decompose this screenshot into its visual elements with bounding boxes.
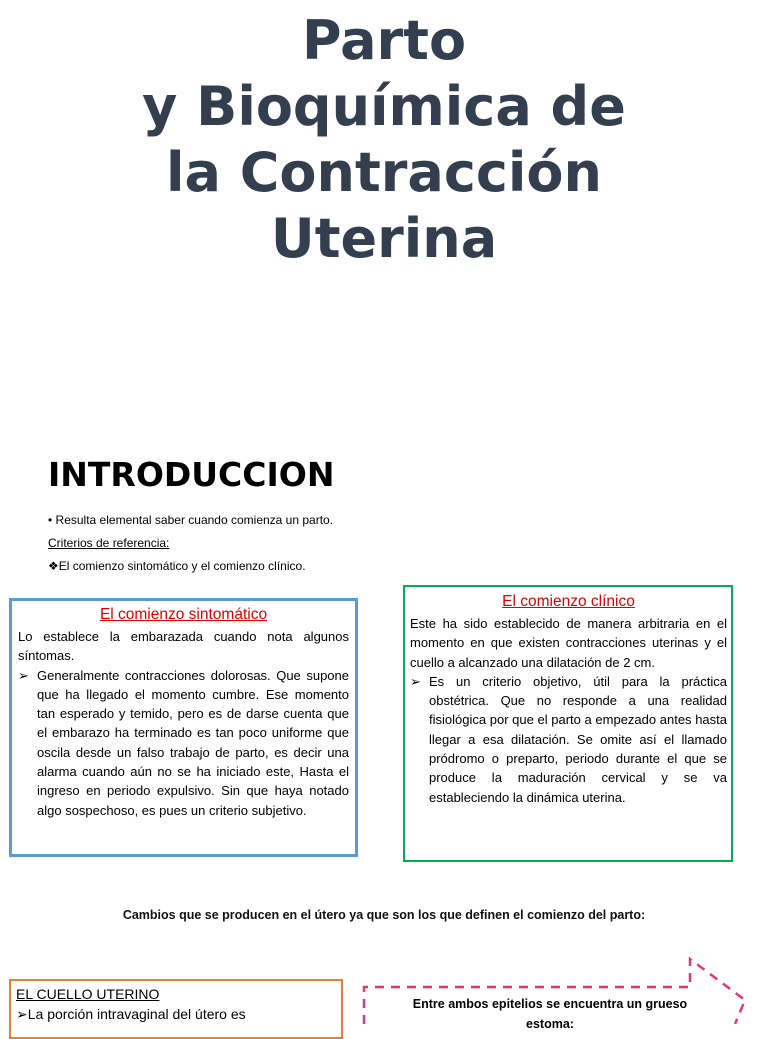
epithelia-line-1: Entre ambos epitelios se encuentra un grueso [412, 997, 688, 1011]
cervix-box [9, 979, 343, 1039]
intro-heading: INTRODUCCION [48, 455, 335, 494]
title-line-4: Uterina [270, 207, 498, 270]
cervix-line: ➢La porción intravaginal del útero es [16, 1006, 246, 1022]
criteria-label: Criterios de referencia: [48, 536, 170, 550]
title-line-1: Parto [301, 9, 467, 72]
epithelia-text [385, 994, 715, 1034]
epithelia-line-2: estoma: [526, 1017, 574, 1031]
arrow-bullet-icon: ➢ [410, 673, 421, 689]
arrow-bullet-icon: ➢ [18, 667, 29, 683]
page-title [0, 8, 768, 272]
title-line-3: la Contracción [166, 141, 602, 204]
title-line-2: y Bioquímica de [142, 75, 626, 138]
symptomatic-title: El comienzo sintomático [99, 606, 268, 623]
symptomatic-bullet [18, 666, 349, 820]
clinical-bullet [410, 672, 727, 807]
clinical-paragraph: Este ha sido establecido de manera arbitraria en el momento en que existen contracciones uterinas y el cuello a alcanzado una dilatación de 2 cm. [410, 616, 727, 670]
cervix-heading: EL CUELLO UTERINO [16, 986, 160, 1002]
clinical-title: El comienzo clínico [502, 593, 635, 610]
symptomatic-paragraph: Lo establece la embarazada cuando nota algunos síntomas. [18, 629, 349, 664]
criteria-item: ❖El comienzo sintomático y el comienzo clínico. [48, 559, 306, 573]
symptomatic-box [9, 598, 358, 857]
intro-bullet: • Resulta elemental saber cuando comienza un parto. [48, 513, 334, 527]
clinical-bullet-text: Es un criterio objetivo, útil para la práctica obstétrica. Que no responde a una realidad fisiológica por que el parto a empezado antes hasta llegar a esa dilatación. Se omite así el llamado pródromo o preparto, periodo durante el que se produce la maduración cervical y se va estableciendo la dinámica uterina. [429, 673, 727, 805]
clinical-box [403, 585, 733, 862]
symptomatic-bullet-text: Generalmente contracciones dolorosas. Que supone que ha llegado el momento cumbre. Ese momento tan esperado y temido, pero es de darse cuenta que el embarazo ha terminado es tan poco uniforme que oscila desde un falso trabajo de parto, es decir una alarma cuando aún no se ha iniciado este, Hasta el ingreso en periodo expulsivo. Sin que haya notado algo sospechoso, es pues un criterio subjetivo. [37, 667, 349, 818]
changes-heading: Cambios que se producen en el útero ya que son los que definen el comienzo del parto: [122, 908, 646, 922]
